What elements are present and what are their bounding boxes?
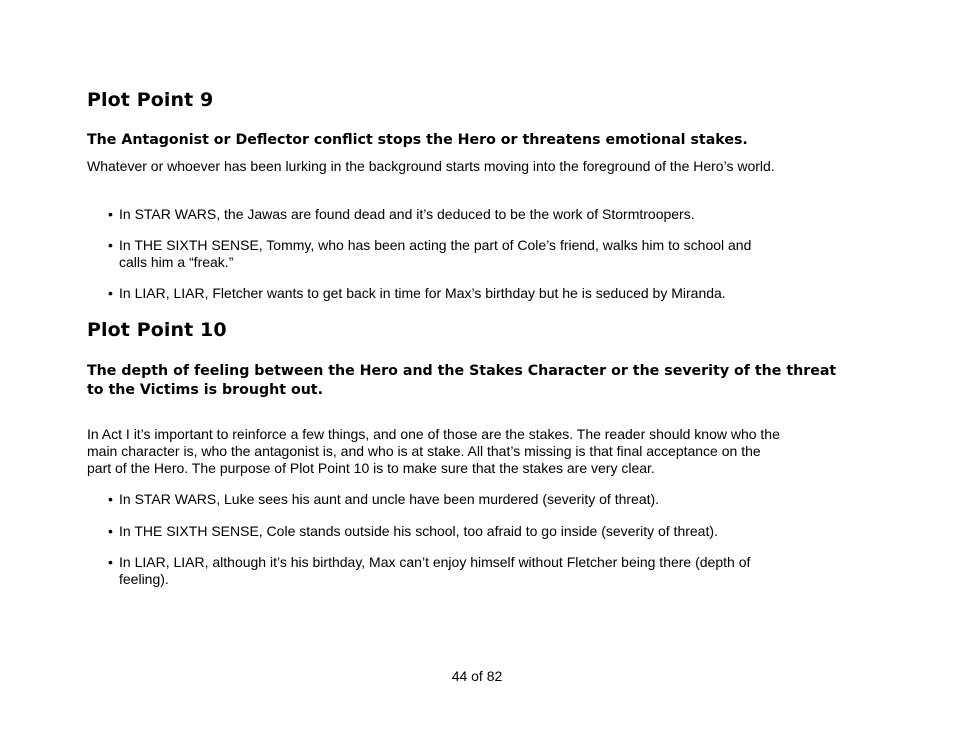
bullet-icon: • [108,523,113,539]
list-item [87,285,779,302]
bullet-icon: • [108,237,113,253]
list-item-text: In LIAR, LIAR, Fletcher wants to get back in time for Max’s birthday but he is seduced by Miranda. [119,285,726,301]
plot-point-9-bullets-block-2 [87,237,847,271]
plot-point-10-paragraph: In Act I it’s important to reinforce a few things, and one of those are the stakes. The reader should know who the main character is, who the antagonist is, and who is at stake. All that’s missing is that final acceptance on the part of the Hero. The purpose of Plot Point 10 is to make sure that the stakes are very clear. [87,426,780,476]
list-item [87,206,779,223]
plot-point-10-section [87,318,847,342]
plot-point-10-bullets-block [87,491,847,508]
plot-point-10-bullets-block-3 [87,554,847,588]
plot-point-10-bullet-list-3 [87,554,847,588]
list-item-text: In STAR WARS, Luke sees his aunt and uncle have been murdered (severity of threat). [119,491,660,507]
plot-point-9-bullet-list-3 [87,285,847,302]
list-item [87,554,779,588]
plot-point-10-heading: Plot Point 10 [87,319,227,341]
list-item [87,523,779,540]
plot-point-10-bullets-block-2 [87,523,847,540]
plot-point-9-heading: Plot Point 9 [87,89,214,111]
bullet-icon: • [108,285,113,301]
plot-point-9-paragraph: Whatever or whoever has been lurking in the background starts moving into the foreground of the Hero’s world. [87,158,775,174]
list-item [87,491,779,508]
plot-point-9-paragraph-block [87,158,847,175]
plot-point-9-bullets-block [87,206,847,223]
list-item-text: In THE SIXTH SENSE, Tommy, who has been acting the part of Cole’s friend, walks him to school and calls him a “freak.” [119,237,752,270]
list-item [87,237,779,271]
plot-point-10-bullet-list-2 [87,523,847,540]
page-number: 44 of 82 [451,668,503,684]
plot-point-10-bullet-list [87,491,847,508]
bullet-icon: • [108,491,113,507]
plot-point-9-bullet-list-2 [87,237,847,271]
bullet-icon: • [108,206,113,222]
bullet-icon: • [108,554,113,570]
plot-point-10-paragraph-block [87,426,847,477]
plot-point-10-subheading: The depth of feeling between the Hero and the Stakes Character or the severity of the threat to the Victims is brought out. [87,363,837,398]
list-item-text: In STAR WARS, the Jawas are found dead and it’s deduced to be the work of Stormtroopers. [119,206,695,222]
list-item-text: In THE SIXTH SENSE, Cole stands outside his school, too afraid to go inside (severity of threat). [119,523,718,539]
plot-point-9-bullets-block-3 [87,285,847,302]
plot-point-9-bullet-list [87,206,847,223]
plot-point-9-subheading-block [87,131,847,150]
plot-point-9-subheading: The Antagonist or Deflector conflict stops the Hero or threatens emotional stakes. [87,132,748,148]
plot-point-10-subheading-block [87,362,857,400]
list-item-text: In LIAR, LIAR, although it’s his birthday, Max can’t enjoy himself without Fletcher being there (depth of feeling). [119,554,751,587]
plot-point-9-section [87,88,847,112]
